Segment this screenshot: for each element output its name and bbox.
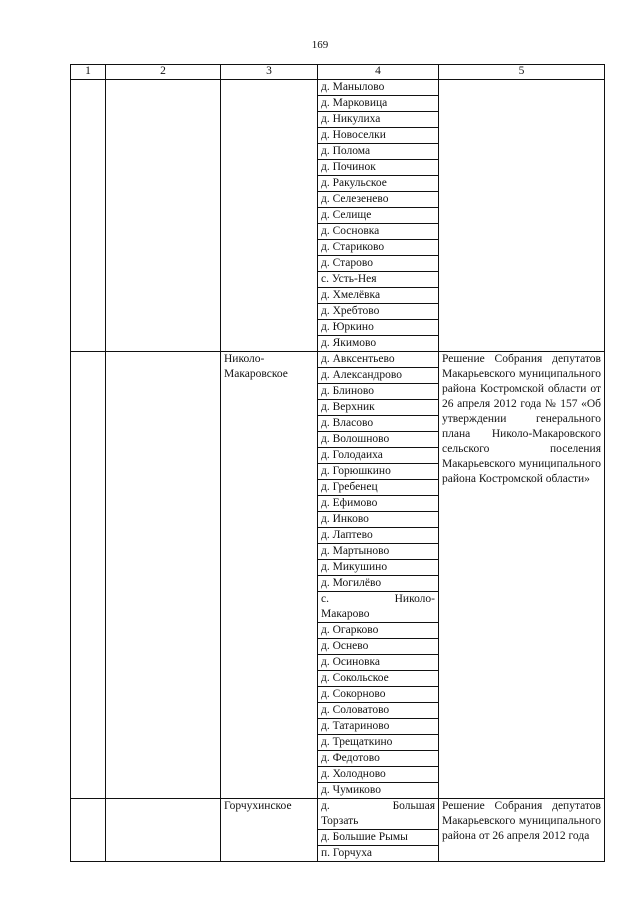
column-2-cell (106, 352, 221, 799)
locality-name-start: Большая (392, 800, 435, 812)
locality-cell: д. Федотово (318, 751, 439, 767)
locality-cell: д. Хмелёвка (318, 288, 439, 304)
column-2-cell (106, 799, 221, 862)
settlement-name: Горчухинское (221, 799, 318, 862)
column-header-4: 4 (318, 65, 439, 80)
locality-cell: д. Большие Рымы (318, 830, 439, 846)
locality-cell: с. Усть-Нея (318, 272, 439, 288)
table-row (71, 799, 605, 830)
locality-cell: д. Лаптево (318, 528, 439, 544)
locality-cell: д. Сокольское (318, 671, 439, 687)
locality-cell: д. Хребтово (318, 304, 439, 320)
locality-name-start: Николо- (394, 593, 435, 605)
locality-cell: д. Селище (318, 208, 439, 224)
locality-cell: д. Старово (318, 256, 439, 272)
locality-cell: д. Микушино (318, 560, 439, 576)
locality-cell (318, 592, 439, 623)
locality-cell: д. Гребенец (318, 480, 439, 496)
locality-cell: д. Власово (318, 416, 439, 432)
table-body (71, 80, 605, 862)
locality-cell: д. Стариково (318, 240, 439, 256)
column-1-cell (71, 352, 106, 799)
locality-cell: д. Трещаткино (318, 735, 439, 751)
locality-cell: д. Новоселки (318, 128, 439, 144)
settlement-name (221, 80, 318, 352)
locality-cell: д. Волошново (318, 432, 439, 448)
column-header-3: 3 (221, 65, 318, 80)
locality-cell: д. Полома (318, 144, 439, 160)
locality-cell: п. Горчуха (318, 846, 439, 862)
column-1-cell (71, 80, 106, 352)
column-header-2: 2 (106, 65, 221, 80)
locality-cell: д. Блиново (318, 384, 439, 400)
locality-cell: д. Огарково (318, 623, 439, 639)
locality-cell: д. Верхник (318, 400, 439, 416)
table-header-row (71, 65, 605, 80)
locality-cell (318, 799, 439, 830)
locality-cell: д. Манылово (318, 80, 439, 96)
locality-name-end: Торзать (321, 815, 359, 827)
settlement-name: Николо-Макаровское (221, 352, 318, 799)
locality-type: с. (321, 593, 329, 605)
locality-first-line (321, 592, 435, 607)
locality-cell: д. Татариново (318, 719, 439, 735)
locality-cell: д. Мартыново (318, 544, 439, 560)
decision-text (439, 80, 605, 352)
column-header-5: 5 (439, 65, 605, 80)
locality-cell: д. Юркино (318, 320, 439, 336)
locality-cell: д. Александрово (318, 368, 439, 384)
column-1-cell (71, 799, 106, 862)
locality-name-end: Макарово (321, 608, 370, 620)
locality-first-line (321, 799, 435, 814)
locality-cell: д. Сосновка (318, 224, 439, 240)
locality-cell: д. Осиновка (318, 655, 439, 671)
decision-text: Решение Собрания депутатов Макарьевского муниципального района Костромской области от 26 апреля 2012 года № 157 «Об утверждении генерального плана Николо-Макаровского сельского поселения Макарьевского муниципального района Костромской области» (439, 352, 605, 799)
locality-cell: д. Ракульское (318, 176, 439, 192)
locality-cell: д. Оснево (318, 639, 439, 655)
locality-cell: д. Горюшкино (318, 464, 439, 480)
settlements-table (70, 64, 605, 862)
locality-cell: д. Ефимово (318, 496, 439, 512)
column-header-1: 1 (71, 65, 106, 80)
locality-cell: д. Чумиково (318, 783, 439, 799)
locality-cell: д. Починок (318, 160, 439, 176)
locality-type: д. (321, 800, 330, 812)
table-row (71, 352, 605, 368)
locality-cell: д. Сокорново (318, 687, 439, 703)
locality-cell: д. Могилёво (318, 576, 439, 592)
locality-cell: д. Авксентьево (318, 352, 439, 368)
locality-cell: д. Соловатово (318, 703, 439, 719)
column-2-cell (106, 80, 221, 352)
decision-text: Решение Собрания депутатов Макарьевского муниципального района от 26 апреля 2012 года (439, 799, 605, 862)
page-number: 169 (311, 39, 329, 51)
locality-cell: д. Марковица (318, 96, 439, 112)
locality-cell: д. Холодново (318, 767, 439, 783)
locality-cell: д. Голодаиха (318, 448, 439, 464)
locality-cell: д. Селезенево (318, 192, 439, 208)
table-row (71, 80, 605, 96)
locality-cell: д. Инково (318, 512, 439, 528)
locality-cell: д. Никулиха (318, 112, 439, 128)
locality-cell: д. Якимово (318, 336, 439, 352)
